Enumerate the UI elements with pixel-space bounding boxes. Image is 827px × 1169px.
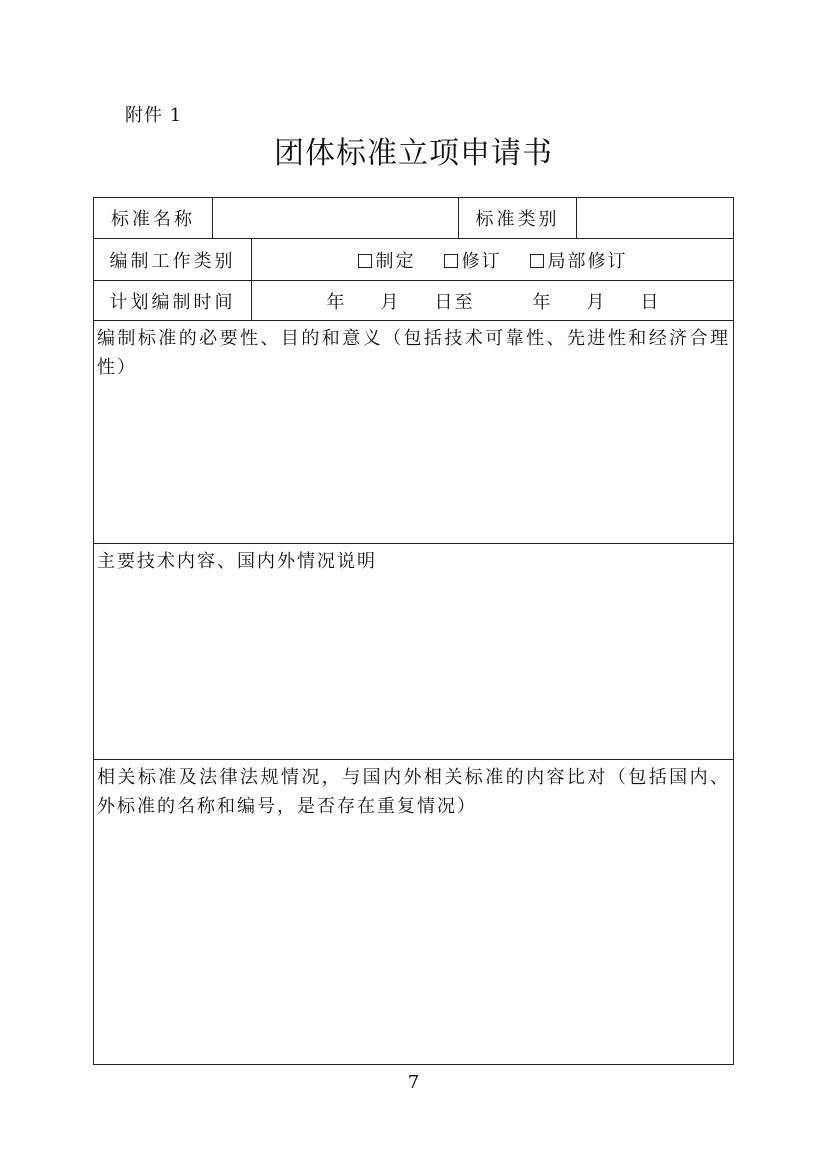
option-revise[interactable]: [444, 247, 502, 273]
plan-time-label: 计划编制时间: [94, 281, 252, 320]
plan-time-field[interactable]: [252, 281, 733, 320]
section-necessity[interactable]: [94, 321, 733, 544]
row-plan-time: [94, 281, 733, 321]
date-day-end: 日: [640, 291, 659, 313]
checkbox-formulate[interactable]: [358, 254, 372, 268]
date-day-to: 日至: [434, 291, 475, 313]
date-year-start: 年: [326, 291, 345, 313]
standard-name-field[interactable]: [213, 198, 459, 238]
row-work-type: [94, 239, 733, 281]
standard-category-field[interactable]: [577, 198, 733, 238]
application-form: [93, 197, 734, 1065]
date-month-end: 月: [586, 291, 605, 313]
option-revise-label: 修订: [461, 250, 502, 272]
standard-name-label: 标准名称: [94, 198, 213, 238]
row-standard-name: [94, 198, 733, 239]
section-necessity-label: 编制标准的必要性、目的和意义（包括技术可靠性、先进性和经济合理性）: [97, 328, 730, 378]
work-type-options: [252, 239, 733, 280]
option-formulate[interactable]: [358, 247, 416, 273]
option-partial-revise[interactable]: [530, 247, 628, 273]
section-related-standards[interactable]: [94, 760, 733, 1064]
page-number: 7: [407, 1072, 420, 1093]
attachment-label: 附件 1: [125, 105, 183, 126]
section-related-standards-label: 相关标准及法律法规情况，与国内外相关标准的内容比对（包括国内、外标准的名称和编号，是否存在重复情况）: [97, 767, 730, 817]
section-technical-content-label: 主要技术内容、国内外情况说明: [97, 551, 377, 572]
checkbox-partial-revise[interactable]: [530, 254, 544, 268]
checkbox-revise[interactable]: [444, 254, 458, 268]
standard-category-label: 标准类别: [459, 198, 577, 238]
work-type-label: 编制工作类别: [94, 239, 252, 280]
date-month-start: 月: [380, 291, 399, 313]
option-formulate-label: 制定: [375, 250, 416, 272]
page-title: 团体标准立项申请书: [274, 136, 553, 171]
option-partial-revise-label: 局部修订: [547, 250, 628, 272]
section-technical-content[interactable]: [94, 544, 733, 760]
date-year-end: 年: [532, 291, 551, 313]
